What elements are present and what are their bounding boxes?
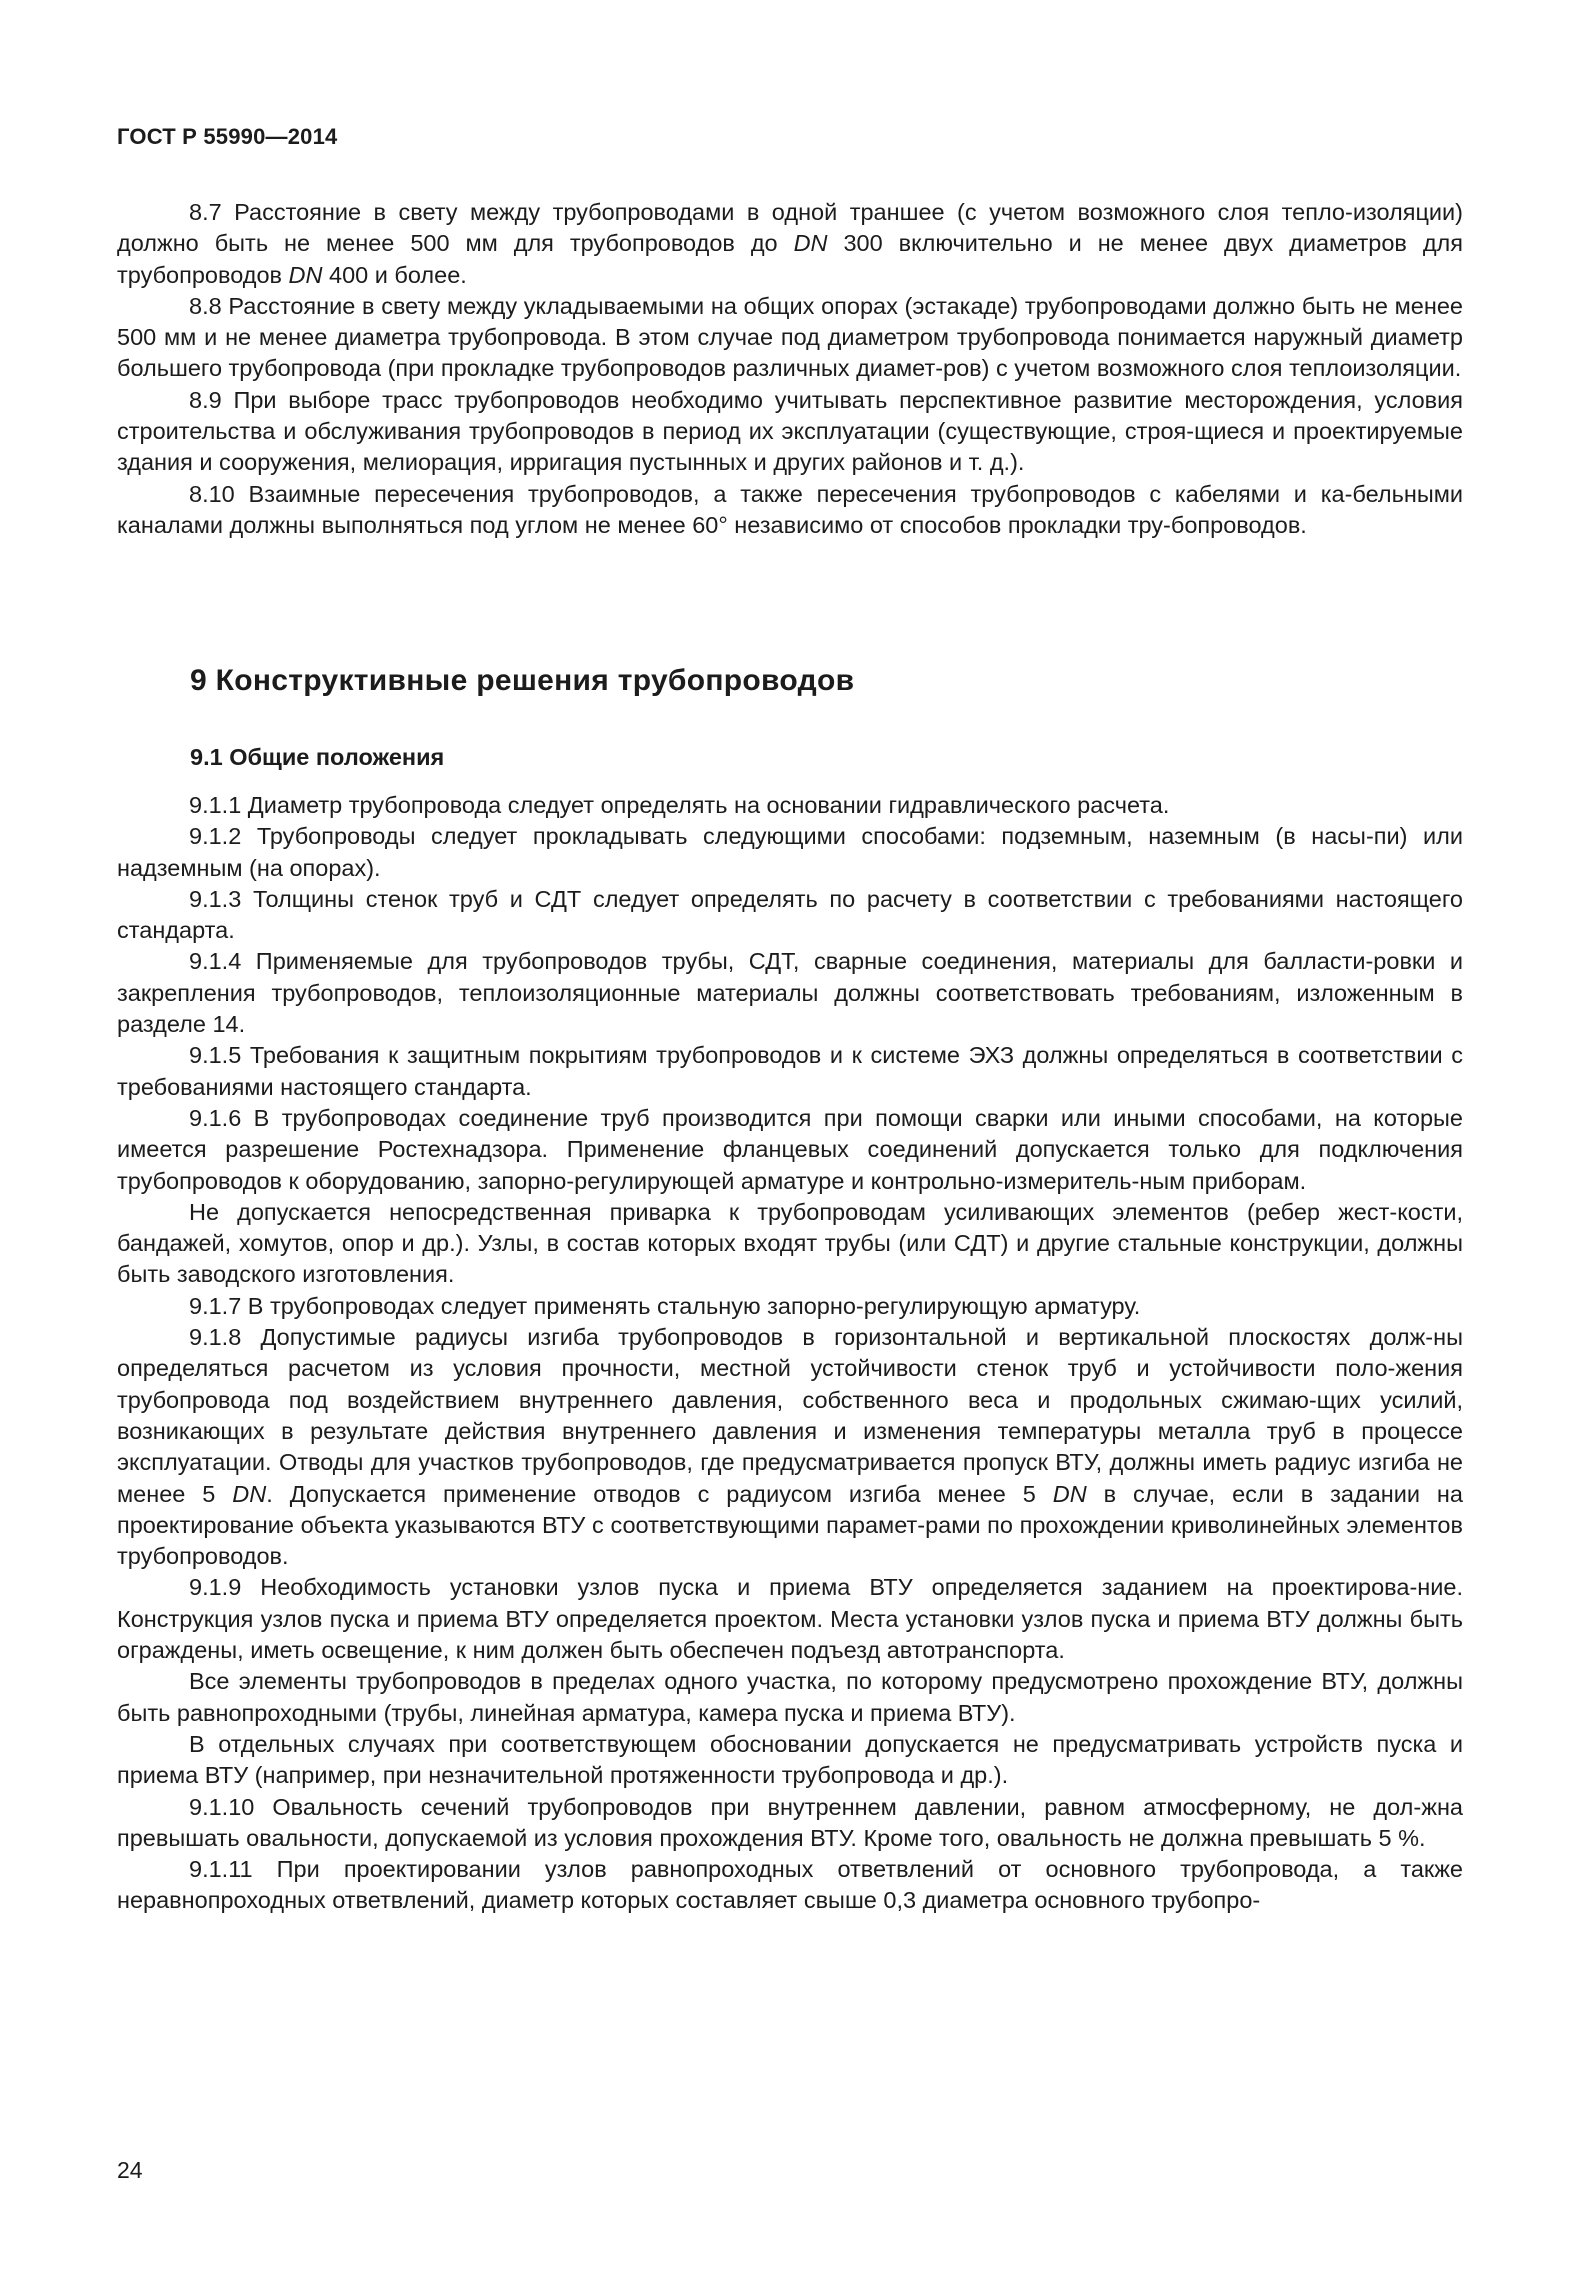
paragraph-text: 9.1.1 Диаметр трубопровода следует определять на основании гидравлического расчета. [189,792,1170,818]
paragraph-text: 9.1.8 Допустимые радиусы изгиба трубопроводов в горизонтальной и вертикальной плоскостях долж-ны определяться расчетом из условия прочности, местной устойчивости стенок труб и устойчивости поло-жения трубопровода под воздействием внутреннего давления, собственного веса и продольных сжимаю-щих усилий, возникающих в результате действия внутреннего давления и изменения температуры металла труб в процессе эксплуатации. Отводы для участков трубопроводов, где предусматривается пропуск ВТУ, должны иметь радиус изгиба не менее 5 [117,1324,1463,1507]
paragraph-text: в случае, если в задании на проектирование объекта указываются ВТУ с соответствующими парамет-рами по прохождении криволинейных элементов трубопроводов. [117,1480,1463,1570]
paragraph [117,1666,1463,1729]
paragraph-text: 9.1.2 Трубопроводы следует прокладывать следующими способами: подземным, наземным (в насы-пи) или надземным (на опорах). [117,823,1463,881]
paragraph [117,1322,1463,1572]
paragraph-text: 8.10 Взаимные пересечения трубопроводов, а также пересечения трубопроводов с кабелями и ка-бельными каналами должны выполняться под углом не менее 60° независимо от способов прокладки тру-бопроводов. [117,480,1463,538]
subsection-title: 9.1 Общие положения [190,744,445,770]
italic-term: DN [232,1480,267,1507]
italic-term: DN [288,261,323,288]
paragraph-text: 8.8 Расстояние в свету между укладываемыми на общих опорах (эстакаде) трубопроводами должно быть не менее 500 мм и не менее диаметра трубопровода. В этом случае под диаметром трубопровода понимается наружный диаметр большего трубопровода (при прокладке трубопроводов различных диамет-ров) с учетом возможного слоя теплоизоляции. [117,292,1463,382]
paragraph [117,1854,1463,1917]
paragraph [117,291,1463,385]
paragraph-text: 8.7 Расстояние в свету между трубопроводами в одной траншее (с учетом возможного слоя тепло-изоляции) должно быть не менее 500 мм для трубопроводов до [117,199,1463,257]
paragraph-text: 400 и более. [322,261,467,288]
paragraph-text: Не допускается непосредственная приварка к трубопроводам усиливающих элементов (ребер жест-кости, бандажей, хомутов, опор и др.). Узлы, в состав которых входят трубы (или СДТ) и другие стальные конструкции, должны быть заводского изготовления. [117,1198,1463,1288]
paragraph [117,1792,1463,1855]
paragraph [117,946,1463,1040]
paragraph [117,1729,1463,1792]
paragraph-text: 9.1.6 В трубопроводах соединение труб производится при помощи сварки или иными способами, на которые имеется разрешение Ростехнадзора. Применение фланцевых соединений допускается только для подключения трубопроводов к оборудованию, запорно-регулирующей арматуре и контрольно-измеритель-ным приборам. [117,1104,1463,1194]
paragraph-text: 9.1.11 При проектировании узлов равнопроходных ответвлений от основного трубопровода, а также неравнопроходных ответвлений, диаметр которых составляет свыше 0,3 диаметра основного трубопро- [117,1856,1463,1914]
paragraphs-section-9 [117,790,1463,1917]
page-number: 24 [117,2157,143,2183]
paragraph [117,1197,1463,1291]
paragraph [117,479,1463,542]
paragraph-text: 9.1.7 В трубопроводах следует применять стальную запорно-регулирующую арматуру. [189,1292,1141,1319]
italic-term: DN [1052,1480,1087,1507]
paragraph [117,790,1463,821]
italic-term: DN [793,230,828,257]
paragraph [117,385,1463,479]
paragraph [117,197,1463,291]
paragraph [117,1040,1463,1103]
paragraph [117,1291,1463,1322]
document-header: ГОСТ Р 55990—2014 [117,124,338,149]
paragraphs-section-8 [117,197,1463,541]
paragraph [117,884,1463,947]
paragraph-text: В отдельных случаях при соответствующем обосновании допускается не предусматривать устройств пуска и приема ВТУ (например, при незначительной протяженности трубопровода и др.). [117,1730,1463,1789]
paragraph-text: Все элементы трубопроводов в пределах одного участка, по которому предусмотрено прохождение ВТУ, должны быть равнопроходными (трубы, линейная арматура, камера пуска и приема ВТУ). [117,1668,1463,1726]
paragraph-text: 9.1.3 Толщины стенок труб и СДТ следует определять по расчету в соответствии с требованиями настоящего стандарта. [117,885,1463,944]
paragraph [117,1572,1463,1666]
paragraph-text: 9.1.10 Овальность сечений трубопроводов при внутреннем давлении, равном атмосферному, не дол-жна превышать овальности, допускаемой из условия прохождения ВТУ. Кроме того, овальность не должна превышать 5 %. [117,1793,1463,1851]
paragraph-text: . Допускается применение отводов с радиусом изгиба менее 5 [266,1480,1053,1507]
paragraph [117,1103,1463,1197]
section-title: 9 Конструктивные решения трубопроводов [190,664,855,697]
paragraph-text: 8.9 При выборе трасс трубопроводов необходимо учитывать перспективное развитие месторождения, условия строительства и обслуживания трубопроводов в период их эксплуатации (существующие, строя-щиеся и проектируемые здания и сооружения, мелиорация, ирригация пустынных и других районов и т. д.). [117,386,1463,476]
paragraph-text: 9.1.9 Необходимость установки узлов пуска и приема ВТУ определяется заданием на проектирова-ние. Конструкция узлов пуска и приема ВТУ определяется проектом. Места установки узлов пуска и приема ВТУ должны быть ограждены, иметь освещение, к ним должен быть обеспечен подъезд автотранспорта. [117,1574,1463,1664]
paragraph-text: 9.1.4 Применяемые для трубопроводов трубы, СДТ, сварные соединения, материалы для балласти-ровки и закрепления трубопроводов, теплоизоляционные материалы должны соответствовать требованиям, изложенным в разделе 14. [117,948,1463,1038]
paragraph [117,821,1463,884]
paragraph-text: 9.1.5 Требования к защитным покрытиям трубопроводов и к системе ЭХЗ должны определяться в соответствии с требованиями настоящего стандарта. [117,1042,1463,1100]
paragraph-text: 300 включительно и не менее двух диаметров для трубопроводов [117,230,1463,288]
